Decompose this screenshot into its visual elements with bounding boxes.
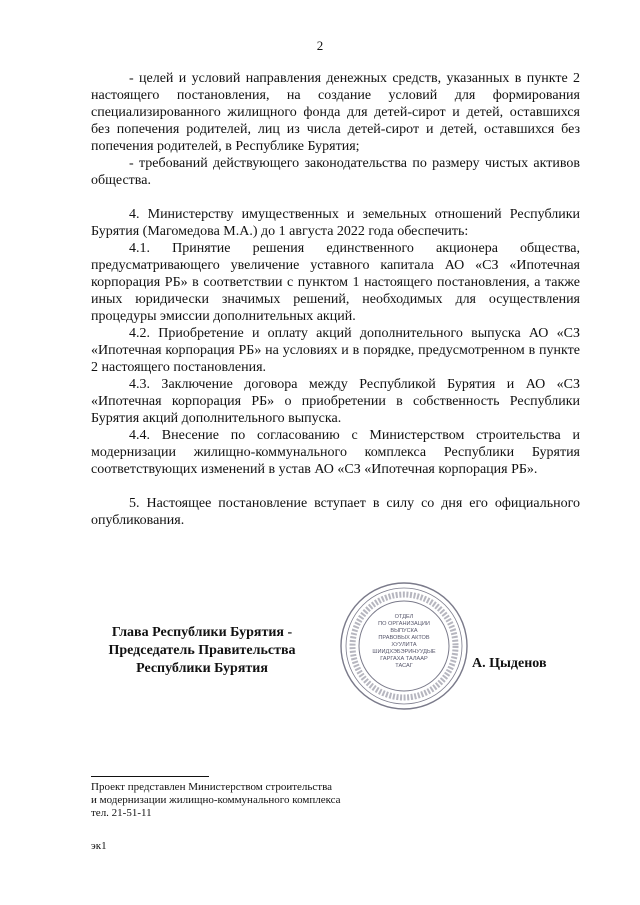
paragraph-item-4: 4. Министерству имущественных и земельных отношений Республики Бурятия (Магомедова М.А.) до 1 августа 2022 года обеспечить: <box>91 207 580 239</box>
seal-text: ХУУЛИТА <box>391 642 417 648</box>
seal-text: ПО ОРГАНИЗАЦИИ <box>378 621 430 627</box>
signatory-name: А. Цыденов <box>472 656 547 671</box>
project-footnote <box>91 776 341 820</box>
paragraph-gap <box>91 478 580 495</box>
paragraph-net-assets: - требований действующего законодательства по размеру чистых активов общества. <box>91 156 580 188</box>
signatory-title <box>82 624 322 678</box>
footnote-line: и модернизации жилищно-коммунального комплекса <box>91 794 341 806</box>
footnote-line: тел. 21-51-11 <box>91 807 152 819</box>
paragraph-purpose: - целей и условий направления денежных средств, указанных в пункте 2 настоящего постановления, на создание условий для формирования специализированного жилищного фонда для детей-сирот и детей, оставшихся без попечения родителей, лиц из числа детей-сирот и детей, оставшихся без попечения родителей, в Республике Бурятия; <box>91 71 580 154</box>
seal-text: ГАРГАХА ТАЛААР <box>380 656 428 662</box>
paragraph-gap <box>91 189 580 206</box>
signatory-title-line: Республики Бурятия <box>136 661 268 676</box>
document-code: эк1 <box>91 840 107 852</box>
signatory-title-line: Председатель Правительства <box>108 643 296 658</box>
footnote-line: Проект представлен Министерством строительства <box>91 781 333 793</box>
official-seal-icon <box>338 580 470 712</box>
seal-text: ШИИДХЭБЭРИНУУДЫЕ <box>372 649 436 655</box>
seal-text: ПРАВОВЫХ АКТОВ <box>378 635 430 641</box>
paragraph-item-4-3: 4.3. Заключение договора между Республикой Бурятия и АО «СЗ «Ипотечная корпорация РБ» о приобретении в собственность Республики Бурятия акций дополнительного выпуска. <box>91 377 580 426</box>
footnote-divider <box>91 776 209 777</box>
seal-text: ТАСАГ <box>395 663 413 669</box>
paragraph-item-4-4: 4.4. Внесение по согласованию с Министерством строительства и модернизации жилищно-коммунального комплекса Республики Бурятия соответствующих изменений в устав АО «СЗ «Ипотечная корпорация РБ». <box>91 428 580 477</box>
seal-text: ВЫПУСКА <box>390 628 418 634</box>
signatory-title-line: Глава Республики Бурятия - <box>111 625 293 640</box>
paragraph-item-5: 5. Настоящее постановление вступает в силу со дня его официального опубликования. <box>91 496 580 528</box>
seal-text: ОТДЕЛ <box>394 614 414 620</box>
paragraph-item-4-1: 4.1. Принятие решения единственного акционера общества, предусматривающего увеличение уставного капитала АО «СЗ «Ипотечная корпорация РБ» в соответствии с пунктом 1 настоящего постановления, а также иных юридически значимых решений, необходимых для осуществления процедуры эмиссии дополнительных акций. <box>91 241 580 324</box>
paragraph-item-4-2: 4.2. Приобретение и оплату акций дополнительного выпуска АО «СЗ «Ипотечная корпорация РБ» на условиях и в порядке, предусмотренном в пункте 2 настоящего постановления. <box>91 326 580 375</box>
page-number: 2 <box>316 38 324 53</box>
document-body <box>91 70 580 529</box>
